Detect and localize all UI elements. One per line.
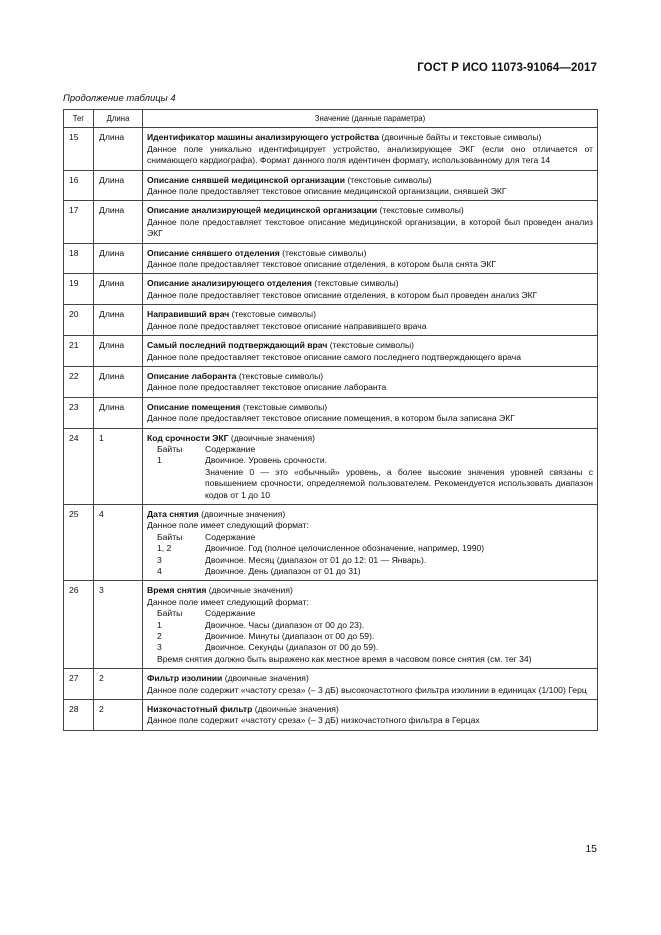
- column-header-tag: Тег: [64, 110, 94, 128]
- length-cell: 2: [94, 669, 143, 700]
- table-row: [64, 305, 598, 336]
- length-cell: Длина: [94, 305, 143, 336]
- parameter-type: (текстовые символы): [311, 278, 399, 289]
- value-cell: [143, 397, 598, 428]
- parameter-note: Значение 0 — это «обычный» уровень, а более высокие значения уровней связаны с повышением срочности, определяемой пользователем. Рекомендуется использовать диапазон кодов от 1 до 10: [205, 466, 593, 500]
- table-row: [64, 397, 598, 428]
- length-cell: 3: [94, 581, 143, 669]
- tag-cell: 17: [64, 201, 94, 243]
- parameter-title: Описание анализирующей медицинской организации: [147, 205, 378, 216]
- parameter-type: (текстовые символы): [240, 401, 328, 412]
- page-number: 15: [585, 843, 597, 855]
- bytes-header: Байты: [157, 531, 183, 542]
- byte-index: 3: [157, 642, 162, 653]
- tag-cell: 21: [64, 336, 94, 367]
- length-cell: Длина: [94, 366, 143, 397]
- length-cell: Длина: [94, 397, 143, 428]
- parameter-description: Данное поле содержит «частоту среза» (– 3 дБ) высокочастотного фильтра изолинии в единицах (1/100) Герц: [147, 684, 587, 695]
- column-header-value: Значение (данные параметра): [143, 110, 598, 128]
- table-row: [64, 504, 598, 580]
- parameter-description: Данное поле предоставляет текстовое описание самого последнего подтверждающего врача: [147, 351, 522, 362]
- value-cell: [143, 128, 598, 170]
- parameter-description: Данное поле предоставляет текстовое описание лаборанта: [147, 382, 387, 393]
- parameter-title: Код срочности ЭКГ: [147, 432, 229, 443]
- parameter-description: Данное поле содержит «частоту среза» (– 3 дБ) низкочастотного фильтра в Герцах: [147, 715, 480, 726]
- value-cell: [143, 581, 598, 669]
- document-code: ГОСТ Р ИСО 11073-91064—2017: [417, 62, 597, 74]
- parameter-title: Идентификатор машины анализирующего устройства: [147, 132, 380, 143]
- parameter-note: Время снятия должно быть выражено как местное время в часовом поясе снятия (см. тег 34): [157, 653, 532, 664]
- content-header: Содержание: [205, 608, 256, 619]
- table-row: [64, 581, 598, 669]
- parameters-table: [63, 109, 598, 731]
- parameter-description: Данное поле предоставляет текстовое описание помещения, в котором была записана ЭКГ: [147, 413, 515, 424]
- length-cell: Длина: [94, 128, 143, 170]
- length-cell: 4: [94, 504, 143, 580]
- parameter-title: Самый последний подтверждающий врач: [147, 340, 328, 351]
- tag-cell: 22: [64, 366, 94, 397]
- parameter-type: (текстовые символы): [229, 309, 316, 320]
- byte-index: 1: [157, 619, 162, 630]
- byte-index: 1, 2: [157, 543, 172, 554]
- parameter-description: Данное поле уникально идентифицирует устройство, анализирующее ЭКГ (если оно отличается от снимающего кардиографа). Формат данного поля идентичен формату, использованному для тега 14: [147, 143, 593, 166]
- parameter-type: (двоичные значения): [206, 585, 293, 596]
- table-row: [64, 128, 598, 170]
- parameter-title: Дата снятия: [147, 508, 199, 519]
- byte-content: Двоичное. Секунды (диапазон от 00 до 59).: [205, 642, 379, 653]
- value-cell: [143, 336, 598, 367]
- table-row: [64, 243, 598, 274]
- byte-index: 4: [157, 566, 162, 576]
- length-cell: Длина: [94, 274, 143, 305]
- value-cell: [143, 366, 598, 397]
- parameter-description: Данное поле предоставляет текстовое описание медицинской организации, в которой был проведен анализ ЭКГ: [147, 216, 593, 239]
- parameter-type: (текстовые символы): [377, 205, 464, 216]
- table-continuation-caption: Продолжение таблицы 4: [63, 93, 176, 104]
- parameter-type: (текстовые символы): [279, 247, 367, 258]
- length-cell: Длина: [94, 336, 143, 367]
- parameter-title: Фильтр изолинии: [147, 673, 223, 684]
- parameter-title: Время снятия: [147, 585, 207, 596]
- length-cell: Длина: [94, 170, 143, 201]
- byte-content: Двоичное. Месяц (диапазон от 01 до 12: 01 — Январь).: [205, 554, 427, 565]
- value-cell: [143, 170, 598, 201]
- parameter-title: Низкочастотный фильтр: [147, 704, 253, 715]
- parameter-description: Данное поле предоставляет текстовое описание отделения, в котором был проведен анализ ЭКГ: [147, 289, 538, 300]
- byte-content: Двоичное. Уровень срочности.: [205, 455, 328, 466]
- value-cell: [143, 428, 598, 504]
- table-header-row: [64, 110, 598, 128]
- value-cell: [143, 700, 598, 731]
- table-row: [64, 366, 598, 397]
- table-row: [64, 170, 598, 201]
- byte-content: Двоичное. Минуты (диапазон от 00 до 59).: [205, 631, 375, 642]
- tag-cell: 20: [64, 305, 94, 336]
- byte-content: Двоичное. Год (полное целочисленное обозначение, например, 1990): [205, 543, 485, 554]
- length-cell: 2: [94, 700, 143, 731]
- table-row: [64, 669, 598, 700]
- byte-index: 3: [157, 554, 162, 565]
- parameter-type: (двоичные значения): [198, 508, 286, 519]
- parameter-type: (двоичные значения): [228, 432, 315, 443]
- table-row: [64, 428, 598, 504]
- parameter-title: Описание снявшего отделения: [147, 247, 280, 258]
- value-cell: [143, 243, 598, 274]
- parameter-title: Направивший врач: [147, 309, 230, 320]
- tag-cell: 19: [64, 274, 94, 305]
- content-header: Содержание: [205, 531, 256, 542]
- value-cell: [143, 669, 598, 700]
- parameter-type: (двоичные значения): [252, 704, 339, 715]
- format-intro: Данное поле имеет следующий формат:: [147, 596, 309, 607]
- format-intro: Данное поле имеет следующий формат:: [147, 520, 309, 531]
- length-cell: Длина: [94, 201, 143, 243]
- byte-index: 1: [157, 455, 162, 466]
- length-cell: 1: [94, 428, 143, 504]
- tag-cell: 25: [64, 504, 94, 580]
- bytes-header: Байты: [157, 608, 183, 619]
- column-header-length: Длина: [94, 110, 143, 128]
- byte-content: Двоичное. Часы (диапазон от 00 до 23).: [205, 619, 365, 630]
- parameter-type: (текстовые символы): [344, 174, 432, 185]
- length-cell: Длина: [94, 243, 143, 274]
- parameter-type: (двоичные байты и текстовые символы): [379, 132, 542, 143]
- tag-cell: 26: [64, 581, 94, 669]
- tag-cell: 24: [64, 428, 94, 504]
- parameter-title: Описание снявшей медицинской организации: [147, 174, 345, 185]
- bytes-header: Байты: [157, 443, 183, 454]
- value-cell: [143, 201, 598, 243]
- table-row: [64, 201, 598, 243]
- parameter-title: Описание лаборанта: [147, 370, 237, 381]
- table-row: [64, 700, 598, 731]
- parameter-description: Данное поле предоставляет текстовое описание отделения, в котором была снята ЭКГ: [147, 259, 497, 270]
- table-row: [64, 274, 598, 305]
- parameter-title: Описание помещения: [147, 401, 241, 412]
- byte-index: 2: [157, 631, 162, 642]
- tag-cell: 18: [64, 243, 94, 274]
- value-cell: [143, 305, 598, 336]
- tag-cell: 28: [64, 700, 94, 731]
- tag-cell: 23: [64, 397, 94, 428]
- value-cell: [143, 274, 598, 305]
- content-header: Содержание: [205, 443, 256, 454]
- parameter-title: Описание анализирующего отделения: [147, 278, 312, 289]
- tag-cell: 15: [64, 128, 94, 170]
- tag-cell: 27: [64, 669, 94, 700]
- parameter-type: (текстовые символы): [236, 370, 324, 381]
- tag-cell: 16: [64, 170, 94, 201]
- parameter-type: (текстовые символы): [327, 340, 414, 351]
- value-cell: [143, 504, 598, 580]
- byte-content: Двоичное. День (диапазон от 01 до 31): [205, 566, 361, 576]
- table-row: [64, 336, 598, 367]
- parameter-description: Данное поле предоставляет текстовое описание медицинской организации, снявшей ЭКГ: [147, 186, 507, 197]
- parameter-type: (двоичные значения): [222, 673, 309, 684]
- parameter-description: Данное поле предоставляет текстовое описание направившего врача: [147, 320, 427, 331]
